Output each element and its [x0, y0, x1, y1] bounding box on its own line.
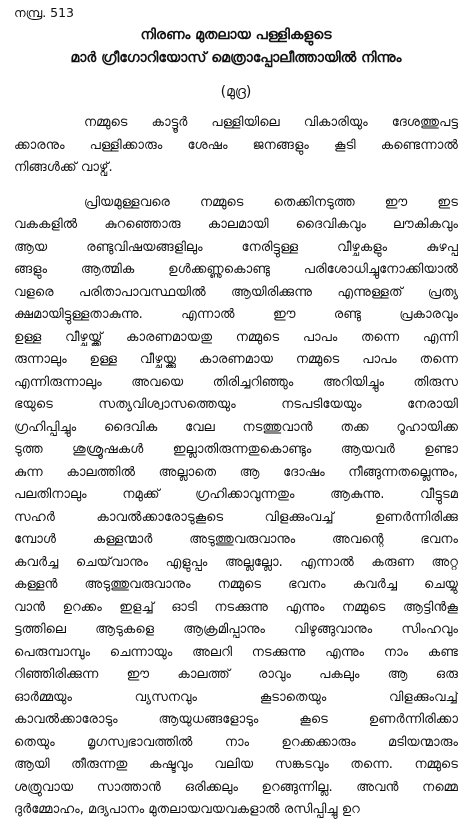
- text-line: കള്ളൻ അടുത്തുവരുവാനും നമ്മുടെ ഭവനം കവർച്ച ചെയ്യു: [14, 577, 458, 592]
- text-line: പ്രിയമുള്ളവരെ നമ്മുടെ തെക്കിനടുത്ത ഈ ഇട: [84, 194, 458, 210]
- text-line: ഉള്ള വീഴ്ചയ്ക്ക് കാരണമായതു നമ്മുടെ പാപം തന്നെ എന്നി: [14, 329, 458, 345]
- text-line: ഗ്രഹിപ്പിച്ചും ദൈവിക വേല നടത്തുവാൻ തക്ക റൂഹായിക്ക: [14, 419, 458, 435]
- text-line: വാൻ ഉറക്കം ഇളച്ച് ഓടി നടക്കുന്നു എന്നും നമ്മുടെ ആട്ടിൻകൂ: [14, 599, 458, 615]
- text-line: വകകളിൽ കുറഞ്ഞൊരു കാലമായി ദൈവികവും ലൗകികവും: [14, 217, 458, 232]
- body-paragraph: [14, 192, 458, 822]
- text-line: ടുത്ത ശുശ്രൂഷകൾ ഇല്ലാതിരുന്നതുകൊണ്ടും ആയവർ ഉണ്ടാ: [14, 442, 458, 457]
- text-line: ക്ഷമായിട്ടുള്ളതാകുന്നു. എന്നാൽ ഈ രണ്ടു പ്രകാരവും: [14, 307, 458, 322]
- text-line: എന്നിരുന്നാലും അവയെ തിരിച്ചറിഞ്ഞും അറിയിച്ചും തിരുസ: [14, 374, 458, 390]
- letter-title-line-1: നിരണം മുതലായ പള്ളികളുടെ: [140, 27, 332, 43]
- seal-label: (മുദ്ര): [220, 84, 252, 100]
- text-line: ട്ടത്തിലെ ആടുകളെ ആക്രമിപ്പാനും വിഴുങ്ങുവാനും സിംഹവും: [14, 622, 458, 637]
- text-line: കാവൽക്കാരോടും ആയുധങ്ങളോടും കൂടെ ഉണർന്നിരിക്കാ: [14, 712, 458, 727]
- text-line: ആയ രണ്ടുവിഷയങ്ങളിലും നേരിട്ടുള്ള വീഴ്ചകളും കുഴപ്പ: [14, 239, 458, 255]
- text-line: ങ്ങളും ആത്മിക ഉൾക്കണ്ണുകൊണ്ടു പരിശോധിച്ചുനോക്കിയാൽ: [14, 262, 458, 277]
- text-line: പലതിനാലും നമുക്ക് ഗ്രഹിക്കാവുന്നതും ആകുന്നു. വീട്ടുടമ: [14, 487, 458, 502]
- text-line: ദുർമ്മോഹം, മദ്യപാനം മുതലായവയവകളാൽ രസിപ്പിച്ചു ഉറ: [14, 802, 360, 817]
- text-line: ആയി തീരുന്നതു കഷ്ടവും വലിയ സങ്കടവും തന്നെ. നമ്മുടെ: [14, 757, 458, 772]
- text-line: തെയും മൃഗസ്വഭാവത്തിൽ നാം ഉറക്കക്കാരും മടിയന്മാരും: [14, 734, 458, 750]
- letter-title-line-2: മാർ ഗ്രീഗോറിയോസ് മെത്രാപ്പോലീത്തായിൽ നിന്നും: [70, 50, 402, 66]
- text-line: രുന്നാലും ഉള്ള വീഴ്ചയ്ക്കു കാരണമായ നമ്മുടെ പാപം തന്നെ: [14, 352, 458, 367]
- text-line: ക്കാരനും പള്ളിക്കാരും ശേഷം ജനങ്ങളും കൂടി കണ്ടെന്നാൽ: [14, 137, 458, 153]
- text-line: നിങ്ങൾക്ക് വാഴ്വ്.: [14, 160, 113, 175]
- text-line: കുന്ന കാലത്തിൽ അല്ലാതെ ആ ദോഷം നീങ്ങുന്നതല്ലെന്നും,: [14, 464, 458, 480]
- greeting-paragraph: [14, 112, 458, 180]
- text-line: ശത്രുവായ സാത്താൻ ഒരിക്കലും ഉറങ്ങുന്നില്ല. അവൻ നമ്മെ: [14, 779, 458, 795]
- text-line: കവർച്ച ചെയ്‌വാനും എളുപ്പം അല്ലല്ലോ. എന്നാൽ കരുണ അറ്റ: [14, 554, 458, 570]
- text-line: ഭയുടെ സത്യവിശ്വാസത്തെയും നടപടിയേയും നേരായി: [14, 397, 458, 412]
- text-line: വളരെ പരിതാപാവസ്ഥയിൽ ആയിരിക്കുന്നു എന്നുള്ളത് പ്രത്യ: [14, 284, 458, 300]
- text-line: ഓർമ്മയും വ്യസനവും കൂടാതെയും വിളക്കുംവച്ച്: [14, 689, 458, 705]
- page-number: നമ്പ്ര. 513: [14, 5, 75, 20]
- text-line: മ്പോൾ കള്ളന്മാർ അടുത്തുവരുവാനും അവന്റെ ഭവനം: [14, 532, 458, 547]
- text-line: സഹർ കാവൽക്കാരോടുകൂടെ വിളക്കുംവച്ച് ഉണർന്നിരിക്കു: [14, 509, 458, 525]
- text-line: റിഞ്ഞിരിക്കുന്ന ഈ കാലത്ത് രാവും പകലും ആ ഒരു: [14, 667, 458, 682]
- text-line: പെരുമ്പാമ്പും ചെന്നായും അലറി നടക്കുന്നു എന്നും നാം കണ്ട: [14, 644, 458, 660]
- text-line: നമ്മുടെ കാട്ടൂർ പള്ളിയിലെ വികാരിയും ദേശത്തുപട്ട: [84, 115, 458, 130]
